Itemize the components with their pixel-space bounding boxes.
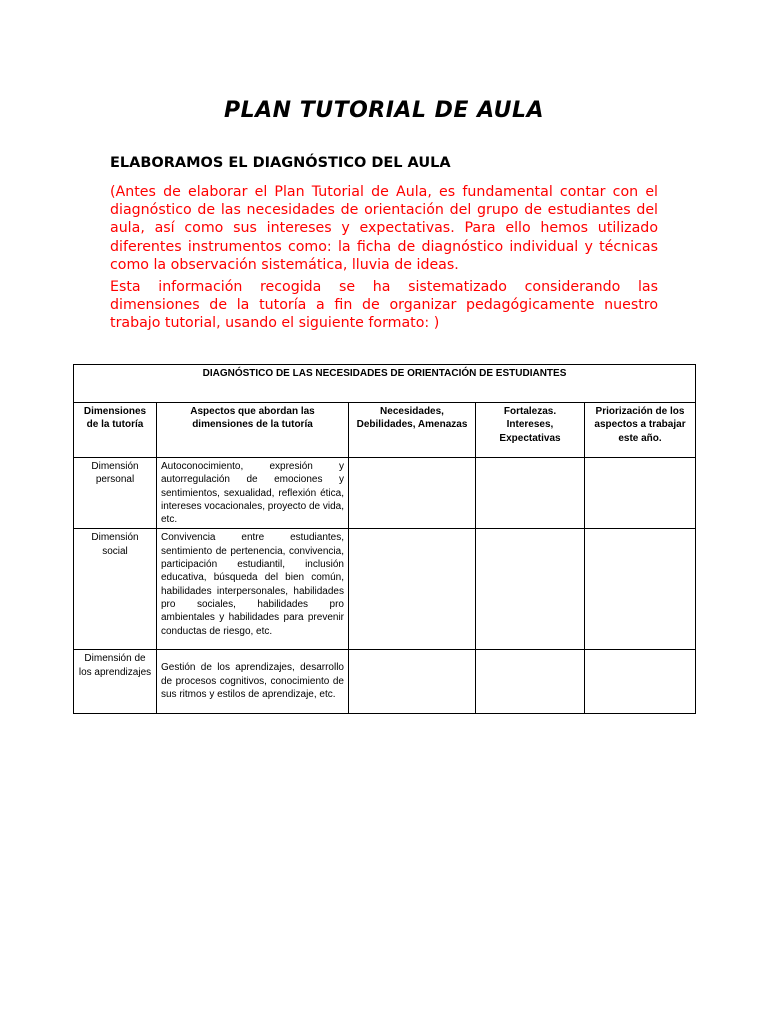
needs-cell[interactable]: [349, 650, 476, 714]
dimension-cell: Dimensión personal: [74, 458, 157, 529]
dimension-cell: Dimensión de los aprendizajes: [74, 650, 157, 714]
aspects-cell: Convivencia entre estudiantes, sentimiento de pertenencia, convivencia, participación estudiantil, inclusión educativa, búsqueda del bien común, habilidades interpersonales, habilidades pro sociales, habilidades pro ambientales y habilidades para prevenir conductas de riesgo, etc.: [157, 529, 349, 650]
table-caption: DIAGNÓSTICO DE LAS NECESIDADES DE ORIENTACIÓN DE ESTUDIANTES: [74, 365, 696, 403]
aspects-cell: Gestión de los aprendizajes, desarrollo de procesos cognitivos, conocimiento de sus ritmos y estilos de aprendizaje, etc.: [157, 650, 349, 714]
strengths-cell[interactable]: [476, 650, 585, 714]
table-row: [74, 529, 696, 650]
diagnosis-table: [73, 364, 696, 714]
strengths-cell[interactable]: [476, 529, 585, 650]
header-needs: Necesidades, Debilidades, Amenazas: [349, 403, 476, 458]
dimension-cell: Dimensión social: [74, 529, 157, 650]
table-row: [74, 458, 696, 529]
header-aspects: Aspectos que abordan las dimensiones de la tutoría: [157, 403, 349, 458]
priority-cell[interactable]: [585, 650, 696, 714]
aspects-cell: Autoconocimiento, expresión y autorregulación de emociones y sentimientos, sexualidad, reflexión ética, intereses vocacionales, proyecto de vida, etc.: [157, 458, 349, 529]
table-row: [74, 650, 696, 714]
instruction-paragraph-1: (Antes de elaborar el Plan Tutorial de Aula, es fundamental contar con el diagnóstico de las necesidades de orientación del grupo de estudiantes del aula, así como sus intereses y expectativas. Para ello hemos utilizado diferentes instrumentos como: la ficha de diagnóstico individual y técnicas como la observación sistemática, lluvia de ideas.: [110, 184, 658, 273]
header-dimensions: Dimensiones de la tutoría: [74, 403, 157, 458]
needs-cell[interactable]: [349, 458, 476, 529]
table-header-row: [74, 403, 696, 458]
header-strengths: Fortalezas. Intereses, Expectativas: [476, 403, 585, 458]
priority-cell[interactable]: [585, 529, 696, 650]
needs-cell[interactable]: [349, 529, 476, 650]
instruction-paragraph-2: Esta información recogida se ha sistematizado considerando las dimensiones de la tutoría a fin de organizar pedagógicamente nuestro trabajo tutorial, usando el siguiente formato: ): [110, 279, 658, 332]
document-title: PLAN TUTORIAL DE AULA: [223, 98, 545, 123]
section-subtitle: ELABORAMOS EL DIAGNÓSTICO DEL AULA: [110, 155, 451, 171]
header-priority: Priorización de los aspectos a trabajar este año.: [585, 403, 696, 458]
strengths-cell[interactable]: [476, 458, 585, 529]
priority-cell[interactable]: [585, 458, 696, 529]
